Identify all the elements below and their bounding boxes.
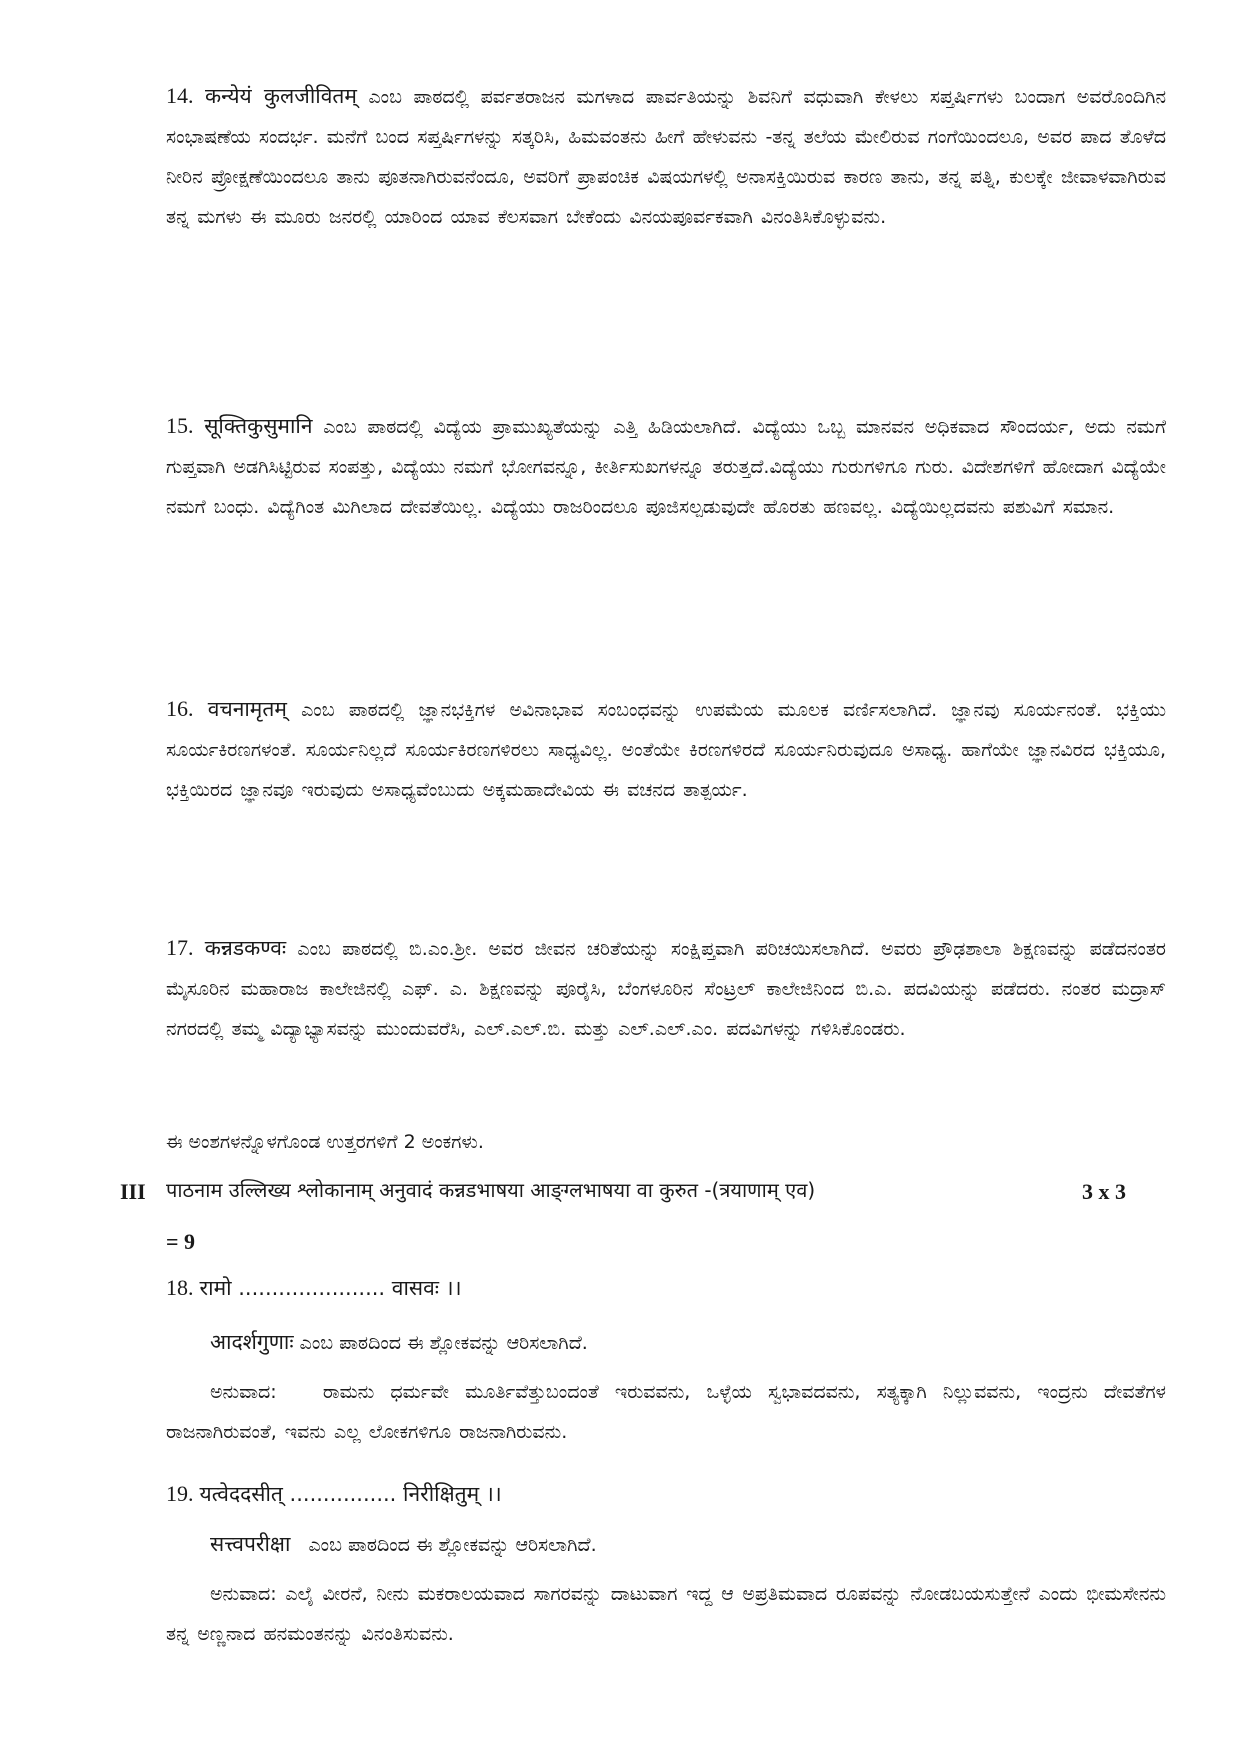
marks-note: ಈ ಅಂಶಗಳನ್ನೊಳಗೊಂಡ ಉತ್ತರಗಳಿಗೆ 2 ಅಂಕಗಳು. <box>166 1131 484 1153</box>
answer-17 <box>166 928 1166 1049</box>
answer-text: ಎಂಬ ಪಾಠದಲ್ಲಿ ಪರ್ವತರಾಜನ ಮಗಳಾದ ಪಾರ್ವತಿಯನ್ನು ಶಿವನಿಗೆ ವಧುವಾಗಿ ಕೇಳಲು ಸಪ್ತರ್ಷಿಗಳು ಬಂದಾಗ ಅವರೊಂದಿಗಿನ ಸಂಭಾಷಣೆಯ ಸಂದರ್ಭ. ಮನೆಗೆ ಬಂದ ಸಪ್ತರ್ಷಿಗಳನ್ನು ಸತ್ಕರಿಸಿ, ಹಿಮವಂತನು ಹೀಗೆ ಹೇಳುವನು -ತನ್ನ ತಲೆಯ ಮೇಲಿರುವ ಗಂಗೆಯಿಂದಲೂ, ಅವರ ಪಾದ ತೊಳೆದ ನೀರಿನ ಪ್ರೋಕ್ಷಣೆಯಿಂದಲೂ ತಾನು ಪೂತನಾಗಿರುವನೆಂದೂ, ಅವರಿಗೆ ಪ್ರಾಪಂಚಿಕ ವಿಷಯಗಳಲ್ಲಿ ಅನಾಸಕ್ತಿಯಿರುವ ಕಾರಣ ತಾನು, ತನ್ನ ಪತ್ನಿ, ಕುಲಕ್ಕೇ ಜೀವಾಳವಾಗಿರುವ ತನ್ನ ಮಗಳು ಈ ಮೂರು ಜನರಲ್ಲಿ ಯಾರಿಂದ ಯಾವ ಕೆಲಸವಾಗ ಬೇಕೆಂದು ವಿನಯಪೂರ್ವಕವಾಗಿ ವಿನಂತಿಸಿಕೊಳ್ಳುವನು. <box>166 86 1167 228</box>
verse-19: 19. यत्वेददसीत् ................ निरीक्षितुम् ।। <box>166 1481 502 1506</box>
source-19: सत्त्वपरीक्षा ಎಂಬ ಪಾಠದಿಂದ ಈ ಶ್ಲೋಕವನ್ನು ಆರಿಸಲಾಗಿದೆ. <box>210 1532 597 1556</box>
question-number: 15. <box>166 413 194 438</box>
answer-14 <box>166 76 1166 237</box>
lesson-title: कन्नडकण्वः <box>204 936 287 960</box>
question-number: 17. <box>166 935 194 960</box>
section-3-marks: 3 x 3 <box>1082 1179 1126 1204</box>
answer-text: ಎಂಬ ಪಾಠದಲ್ಲಿ ಜ್ಞಾನಭಕ್ತಿಗಳ ಅವಿನಾಭಾವ ಸಂಬಂಧವನ್ನು ಉಪಮೆಯ ಮೂಲಕ ವರ್ಣಿಸಲಾಗಿದೆ. ಜ್ಞಾನವು ಸೂರ್ಯನಂತೆ. ಭಕ್ತಿಯು ಸೂರ್ಯಕಿರಣಗಳಂತೆ. ಸೂರ್ಯನಿಲ್ಲದೆ ಸೂರ್ಯಕಿರಣಗಳಿರಲು ಸಾಧ್ಯವಿಲ್ಲ. ಅಂತೆಯೇ ಕಿರಣಗಳಿರದೆ ಸೂರ್ಯನಿರುವುದೂ ಅಸಾಧ್ಯ. ಹಾಗೆಯೇ ಜ್ಞಾನವಿರದ ಭಕ್ತಿಯೂ, ಭಕ್ತಿಯಿರದ ಜ್ಞಾನವೂ ಇರುವುದು ಅಸಾಧ್ಯವೆಂಬುದು ಅಕ್ಕಮಹಾದೇವಿಯ ಈ ವಚನದ ತಾತ್ಪರ್ಯ. <box>166 699 1166 801</box>
lesson-title: कन्येयं कुलजीवितम् <box>205 84 357 108</box>
question-number: 14. <box>166 83 194 108</box>
translation-19: ಅನುವಾದ: ಎಲೈ ವೀರನೆ, ನೀನು ಮಕರಾಲಯವಾದ ಸಾಗರವನ್ನು ದಾಟುವಾಗ ಇದ್ದ ಆ ಅಪ್ರತಿಮವಾದ ರೂಪವನ್ನು ನೋಡಬಯಸುತ್ತೇನೆ ಎಂದು ಭೀಮಸೇನನು ತನ್ನ ಅಣ್ಣನಾದ ಹನಮಂತನನ್ನು ವಿನಂತಿಸುವನು. <box>166 1583 1166 1645</box>
lesson-title: सूक्तिकुसुमानि <box>204 414 313 438</box>
verse-18: 18. रामो ...................... वासवः ।। <box>166 1275 462 1300</box>
answer-text: ಎಂಬ ಪಾಠದಲ್ಲಿ ಬಿ.ಎಂ.ಶ್ರೀ. ಅವರ ಜೀವನ ಚರಿತೆಯನ್ನು ಸಂಕ್ಷಿಪ್ತವಾಗಿ ಪರಿಚಯಿಸಲಾಗಿದೆ. ಅವರು ಪ್ರೌಢಶಾಲಾ ಶಿಕ್ಷಣವನ್ನು ಪಡೆದನಂತರ ಮೈಸೂರಿನ ಮಹಾರಾಜ ಕಾಲೇಜಿನಲ್ಲಿ ಎಫ್. ಎ. ಶಿಕ್ಷಣವನ್ನು ಪೂರೈಸಿ, ಬೆಂಗಳೂರಿನ ಸೆಂಟ್ರಲ್ ಕಾಲೇಜಿನಿಂದ ಬಿ.ಎ. ಪದವಿಯನ್ನು ಪಡೆದರು. ನಂತರ ಮದ್ರಾಸ್ ನಗರದಲ್ಲಿ ತಮ್ಮ ವಿದ್ಯಾಭ್ಯಾಸವನ್ನು ಮುಂದುವರೆಸಿ, ಎಲ್.ಎಲ್.ಬಿ. ಮತ್ತು ಎಲ್.ಎಲ್.ಎಂ. ಪದವಿಗಳನ್ನು ಗಳಿಸಿಕೊಂಡರು. <box>166 938 1166 1040</box>
lesson-title: वचनामृतम् <box>207 697 287 721</box>
section-3-instruction: पाठनाम उल्लिख्य श्लोकानाम् अनुवादं कन्नडभाषया आङ्ग्लभाषया वा कुरुत -(त्रयाणाम् एव) <box>166 1178 816 1202</box>
question-number: 16. <box>166 696 194 721</box>
answer-16 <box>166 689 1166 810</box>
translation-18: ಅನುವಾದ: ರಾಮನು ಧರ್ಮವೇ ಮೂರ್ತಿವೆತ್ತುಬಂದಂತೆ ಇರುವವನು, ಒಳ್ಳೆಯ ಸ್ವಭಾವದವನು, ಸತ್ಯಕ್ಕಾಗಿ ನಿಲ್ಲುವವನು, ಇಂದ್ರನು ದೇವತೆಗಳ ರಾಜನಾಗಿರುವಂತೆ, ಇವನು ಎಲ್ಲ ಲೋಕಗಳಿಗೂ ರಾಜನಾಗಿರುವನು. <box>166 1381 1166 1443</box>
section-3-numeral: III <box>120 1179 146 1204</box>
answer-15 <box>166 406 1166 527</box>
section-3-total: = 9 <box>166 1229 196 1254</box>
answer-text: ಎಂಬ ಪಾಠದಲ್ಲಿ ವಿದ್ಯೆಯ ಪ್ರಾಮುಖ್ಯತೆಯನ್ನು ಎತ್ತಿ ಹಿಡಿಯಲಾಗಿದೆ. ವಿದ್ಯೆಯು ಒಬ್ಬ ಮಾನವನ ಅಧಿಕವಾದ ಸೌಂದರ್ಯ, ಅದು ನಮಗೆ ಗುಪ್ತವಾಗಿ ಅಡಗಿಸಿಟ್ಟಿರುವ ಸಂಪತ್ತು, ವಿದ್ಯೆಯು ನಮಗೆ ಭೋಗವನ್ನೂ, ಕೀರ್ತಿಸುಖಗಳನ್ನೂ ತರುತ್ತದೆ.ವಿದ್ಯೆಯು ಗುರುಗಳಿಗೂ ಗುರು. ವಿದೇಶಗಳಿಗೆ ಹೋದಾಗ ವಿದ್ಯೆಯೇ ನಮಗೆ ಬಂಧು. ವಿದ್ಯೆಗಿಂತ ಮಿಗಿಲಾದ ದೇವತೆಯಿಲ್ಲ. ವಿದ್ಯೆಯು ರಾಜರಿಂದಲೂ ಪೂಜಿಸಲ್ಪಡುವುದೇ ಹೊರತು ಹಣವಲ್ಲ. ವಿದ್ಯೆಯಿಲ್ಲದವನು ಪಶುವಿಗೆ ಸಮಾನ. <box>166 416 1166 518</box>
source-18: आदर्शगुणाः ಎಂಬ ಪಾಠದಿಂದ ಈ ಶ್ಲೋಕವನ್ನು ಆರಿಸಲಾಗಿದೆ. <box>210 1330 588 1354</box>
